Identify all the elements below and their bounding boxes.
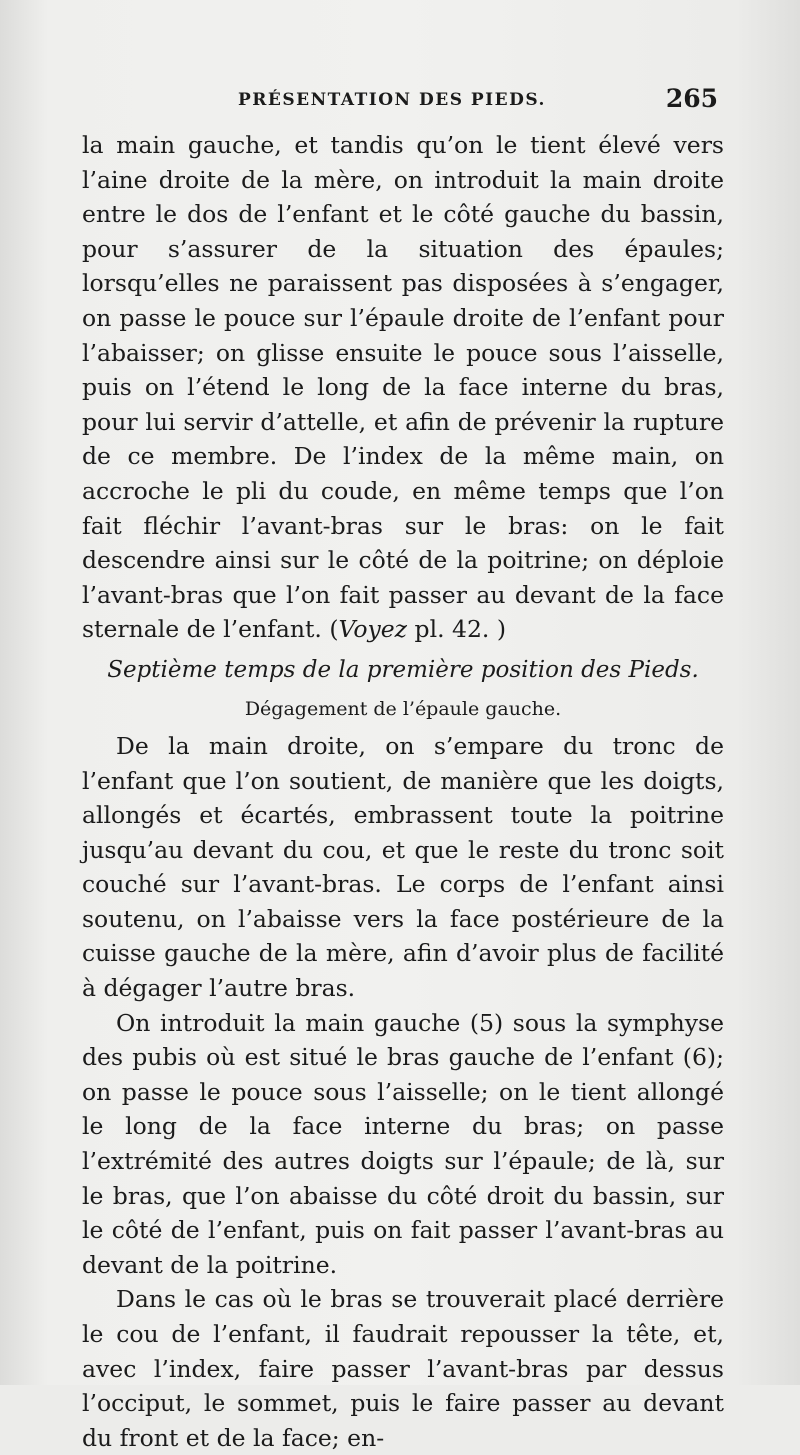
paragraph-2: De la main droite, on s’empare du tronc de l’enfant que l’on soutient, de manière que les doigts, allongés et écartés, embrassent toute la poitrine jusqu’au devant du cou, et que le reste du tronc soit couché sur l’avant-bras. Le corps de l’enfant ainsi soutenu, on l’abaisse vers la face postérieure de la cuisse gauche de la mère, afin d’avoir plus de facilité à dégager l’autre bras. — [82, 731, 724, 1003]
paragraph-continued — [82, 128, 724, 647]
paragraph-1-text: la main gauche, et tandis qu’on le tient élevé vers l’aine droite de la mère, on introduit la main droite entre le dos de l’enfant et le côté gauche du bassin, pour s’assurer de la situation des épaules; lorsqu’elles ne paraissent pas disposées à s’engager, on passe le pouce sur l’épaule droite de l’enfant pour l’abaisser; on glisse ensuite le pouce sous l’aisselle, puis on l’étend le long de la face interne du bras, pour lui servir d’attelle, et afin de prévenir la rupture de ce membre. De l’index de la même main, on accroche le pli du coude, en même temps que l’on fait fléchir l’avant-bras sur le bras: on le fait descendre ainsi sur le côté de la poitrine; on déploie l’avant-bras que l’on fait passer au devant de la face sternale de l’enfant. ( — [82, 131, 724, 644]
plate-reference-end: pl. 42. ) — [407, 615, 507, 644]
body-text — [82, 128, 724, 1455]
plate-reference: Voyez — [338, 615, 408, 644]
paragraph-4: Dans le cas où le bras se trouverait placé derrière le cou de l’enfant, il faudrait repousser la tête, et, avec l’index, faire passer l’avant-bras par dessus l’occiput, le sommet, puis le faire passer au devant du front et de la face; en- — [82, 1285, 724, 1452]
paragraph-3: On introduit la main gauche (5) sous la symphyse des pubis où est situé le bras gauche de l’enfant (6); on passe le pouce sous l’aisselle; on le tient allongé le long de la face interne du bras; on passe l’extrémité des autres doigts sur l’épaule; de là, sur le bras, que l’on abaisse du côté droit du bassin, sur le côté de l’enfant, puis on fait passer l’avant-bras au devant de la poitrine. — [82, 1008, 724, 1279]
page-header — [78, 84, 718, 124]
page-number: 265 — [665, 84, 718, 113]
section-title: Septième temps de la première position des Pieds. — [107, 656, 699, 683]
running-head: PRÉSENTATION DES PIEDS. — [238, 90, 546, 110]
subsection-title: Dégagement de l’épaule gauche. — [244, 697, 562, 720]
